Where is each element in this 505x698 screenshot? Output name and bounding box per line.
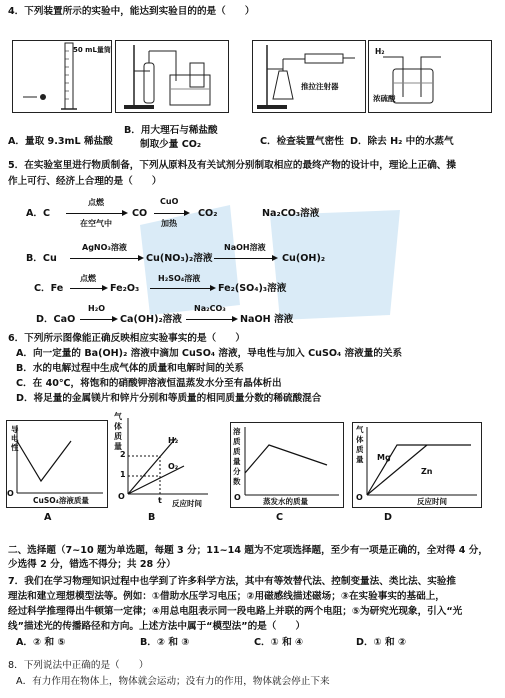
q6-graph-b xyxy=(112,412,212,508)
q6-option-c: C．在 40℃，将饱和的硝酸钾溶液恒温蒸发水分至有晶体析出 xyxy=(16,378,282,389)
q5-a-arrow-1 xyxy=(66,213,126,214)
q7-line3: 经过科学推理得出牛顿第一定律；④用总电阻表示同一段电路上并联的两个电阻；⑤为研究光现象，引入“光 xyxy=(8,606,463,617)
graph-c-ylabel: 溶质质量分数 xyxy=(233,427,241,486)
q5-c-arrow-2 xyxy=(150,288,214,289)
graph-a-xlabel: CuSO₄溶液质量 xyxy=(33,496,89,505)
graph-d-ylabel: 气体质量 xyxy=(356,425,364,464)
q4-option-c: C．检查装置气密性 xyxy=(260,136,344,147)
q5-c-cond-top: 点燃 xyxy=(80,274,96,283)
graph-d-xlabel: 反应时间 xyxy=(417,497,447,506)
part2-heading-line1: 二、选择题（7~10 题为单选题，每题 3 分；11~14 题为不定项选择题，至少有一项是正确的，全对得 4 分， xyxy=(8,545,488,556)
q7-option-d: D．① 和 ② xyxy=(356,637,407,648)
q5-stem-line1: 5．在实验室里进行物质制备，下列从原料及有关试剂分别制取相应的最终产物的设计中，理论上正确、操 xyxy=(8,160,456,171)
q4-figure-d xyxy=(368,40,492,113)
graph-a-origin: O xyxy=(7,489,14,498)
q5-d-mid: Ca(OH)₂溶液 xyxy=(120,314,182,325)
q4-option-a: A．量取 9.3mL 稀盐酸 xyxy=(8,136,113,147)
graph-b-y2: 2 xyxy=(120,450,126,459)
q5-a-cond2-bottom: 加热 xyxy=(161,219,177,228)
graph-c-origin: O xyxy=(234,493,241,502)
q5-a-cond-top: 点燃 xyxy=(88,198,104,207)
graph-b-ylabel: 气体质量 xyxy=(114,412,122,451)
h2-label: H₂ xyxy=(375,47,385,56)
graph-a-ylabel: 导电性 xyxy=(11,425,19,452)
q5-a-end: Na₂CO₃溶液 xyxy=(262,208,320,219)
q4-option-b-line2: 制取少量 CO₂ xyxy=(140,139,202,150)
q7-option-c: C．① 和 ④ xyxy=(254,637,304,648)
q5-stem-line2: 作上可行、经济上合理的是（ ） xyxy=(8,176,162,187)
q5-b-cond2-top: NaOH溶液 xyxy=(224,243,266,252)
q5-b-arrow-1 xyxy=(70,258,142,259)
graph-d-mg-label: Mg xyxy=(377,453,391,462)
graph-d-plot xyxy=(353,423,481,507)
graph-c-caption: C xyxy=(276,512,284,523)
q6-option-d: D．将足量的金属镁片和锌片分别和等质量的相同质量分数的稀硫酸混合 xyxy=(16,393,322,404)
q8-option-a: A．有力作用在物体上，物体就会运动；没有力的作用，物体就会停止下来 xyxy=(16,676,330,687)
graph-b-plot xyxy=(112,412,212,508)
q4-figure-c xyxy=(252,40,366,113)
q5-b-cond-top: AgNO₃溶液 xyxy=(82,243,127,252)
q4-stem: 4．下列装置所示的实验中，能达到实验目的的是（ ） xyxy=(8,6,255,17)
q5-d-label: D．CaO xyxy=(36,314,76,325)
q8-stem: 8．下列说法中正确的是（ ） xyxy=(8,660,149,671)
q5-d-arrow-2 xyxy=(186,319,236,320)
q5-c-end: Fe₂(SO₄)₃溶液 xyxy=(218,283,287,294)
graph-d-caption: D xyxy=(384,512,392,523)
q5-b-end: Cu(OH)₂ xyxy=(282,253,326,264)
q5-c-label: C．Fe xyxy=(34,283,64,294)
q5-c-mid: Fe₂O₃ xyxy=(110,283,140,294)
q5-a-label: A．C xyxy=(26,208,51,219)
q5-a-co: CO xyxy=(132,208,148,219)
q5-b-label: B．Cu xyxy=(26,253,57,264)
graph-b-origin: O xyxy=(118,492,125,501)
q7-line4: 线”描述光的传播路径和方向。上述方法中属于“模型法”的是（ ） xyxy=(8,621,306,632)
q5-a-cond2-top: CuO xyxy=(160,197,179,206)
q7-line2: 理法和建立理想模型法等。例如：①借助水压学习电压；②用磁感线描述磁场；③在实验事实的基础上， xyxy=(8,591,445,602)
graph-b-y1: 1 xyxy=(120,470,126,479)
graph-a-caption: A xyxy=(44,512,52,523)
q5-d-cond2-top: Na₂CO₃ xyxy=(194,304,226,313)
q4-option-d: D．除去 H₂ 中的水蒸气 xyxy=(350,136,454,147)
graph-d-zn-label: Zn xyxy=(421,467,433,476)
q7-option-b: B．② 和 ③ xyxy=(140,637,190,648)
cylinder-label: 50 mL量筒 xyxy=(73,46,111,54)
gas-generator-icon xyxy=(116,41,228,112)
q6-option-b: B．水的电解过程中生成气体的质量和电解时间的关系 xyxy=(16,363,244,374)
q6-graph-a xyxy=(6,420,108,508)
graph-d-origin: O xyxy=(356,493,363,502)
graph-b-caption: B xyxy=(148,512,156,523)
q6-stem: 6．下列所示图像能正确反映相应实验事实的是（ ） xyxy=(8,333,245,344)
q5-d-cond-top: H₂O xyxy=(88,304,105,313)
q5-c-arrow-1 xyxy=(70,288,106,289)
q5-c-cond2-top: H₂SO₄溶液 xyxy=(158,274,201,283)
q6-graph-d xyxy=(352,422,482,508)
q4-figure-a xyxy=(12,40,112,113)
q5-a-co2: CO₂ xyxy=(198,208,218,219)
graph-c-xlabel: 蒸发水的质量 xyxy=(263,497,308,506)
q6-graph-c xyxy=(230,422,344,508)
q5-a-cond-bottom: 在空气中 xyxy=(80,219,112,228)
q5-d-arrow-1 xyxy=(80,319,116,320)
q4-figure-b xyxy=(115,40,229,113)
q6-option-a: A．向一定量的 Ba(OH)₂ 溶液中滴加 CuSO₄ 溶液，导电性与加入 CuSO₄ 溶液量的关系 xyxy=(16,348,403,359)
graph-b-t: t xyxy=(158,496,162,505)
q7-line1: 7．我们在学习物理知识过程中也学到了许多科学方法，其中有等效替代法、控制变量法、类比法、实验推 xyxy=(8,576,456,587)
q4-option-b-line1: B．用大理石与稀盐酸 xyxy=(124,125,218,136)
graph-b-o2: O₂ xyxy=(168,462,179,471)
q7-option-a: A．② 和 ⑤ xyxy=(16,637,66,648)
q5-b-arrow-2 xyxy=(214,258,276,259)
syringe-label: 推拉注射器 xyxy=(301,82,339,91)
acid-label: 浓硫酸 xyxy=(373,94,396,103)
q5-a-arrow-2 xyxy=(154,213,188,214)
q5-b-mid: Cu(NO₃)₂溶液 xyxy=(146,253,213,264)
graph-b-h2: H₂ xyxy=(168,436,179,445)
q5-d-end: NaOH 溶液 xyxy=(240,314,294,325)
part2-heading-line2: 少选得 2 分，错选不得分；共 28 分） xyxy=(8,559,176,570)
airtightness-apparatus-icon xyxy=(253,41,365,112)
graph-c-plot xyxy=(231,423,343,507)
graph-b-xlabel: 反应时间 xyxy=(172,499,202,508)
